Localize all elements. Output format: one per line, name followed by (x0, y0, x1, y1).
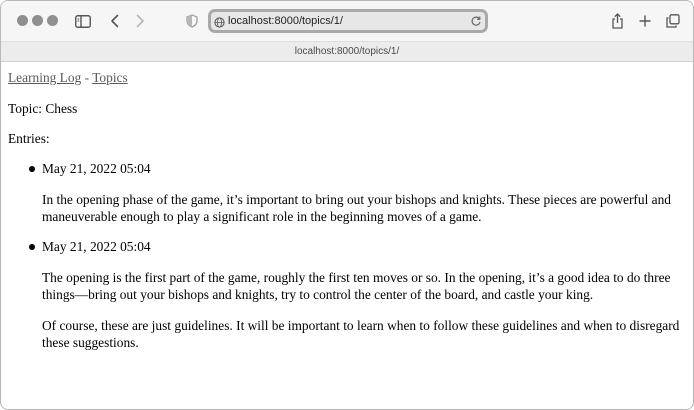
entry-date: May 21, 2022 05:04 (42, 161, 151, 176)
bullet-icon (29, 244, 35, 250)
privacy-shield-icon[interactable] (182, 11, 202, 31)
back-icon[interactable] (105, 11, 125, 31)
minimize-window-button[interactable] (32, 15, 43, 26)
entry-text: In the opening phase of the game, it’s important to bring out your bishops and knights. These pieces are powerful and maneuverable enough to play a significant role in the beginning moves of a game. (42, 192, 671, 224)
reload-icon[interactable] (470, 14, 482, 32)
page-content (1, 63, 693, 409)
close-window-button[interactable] (17, 15, 28, 26)
zoom-window-button[interactable] (47, 15, 58, 26)
entry-date: May 21, 2022 05:04 (42, 239, 151, 254)
tab-title[interactable]: localhost:8000/topics/1/ (294, 46, 400, 57)
globe-icon (214, 15, 225, 33)
home-link[interactable]: Learning Log (8, 70, 82, 85)
topics-link[interactable]: Topics (92, 70, 128, 85)
tab-overview-icon[interactable] (663, 11, 683, 31)
browser-toolbar (1, 1, 693, 41)
sidebar-toggle-icon[interactable] (73, 11, 93, 31)
share-icon[interactable] (607, 11, 627, 31)
entry-text: The opening is the first part of the game, roughly the first ten moves or so. In the opening, it’s a good idea to do three things—bring out your bishops and knights, try to control the center of the board, and castle your king. (42, 270, 671, 302)
breadcrumb (8, 70, 128, 87)
topic-heading: Topic: Chess (8, 101, 78, 116)
forward-icon[interactable] (130, 11, 150, 31)
entry-text: Of course, these are just guidelines. It will be important to learn when to follow these guidelines and when to disregard these suggestions. (42, 318, 680, 350)
new-tab-icon[interactable] (635, 11, 655, 31)
breadcrumb-separator: - (84, 70, 90, 85)
address-url[interactable]: localhost:8000/topics/1/ (228, 15, 343, 27)
tab-title-bar (1, 41, 693, 62)
bullet-icon (29, 166, 35, 172)
address-bar[interactable] (208, 9, 488, 33)
entries-label: Entries: (8, 131, 50, 146)
